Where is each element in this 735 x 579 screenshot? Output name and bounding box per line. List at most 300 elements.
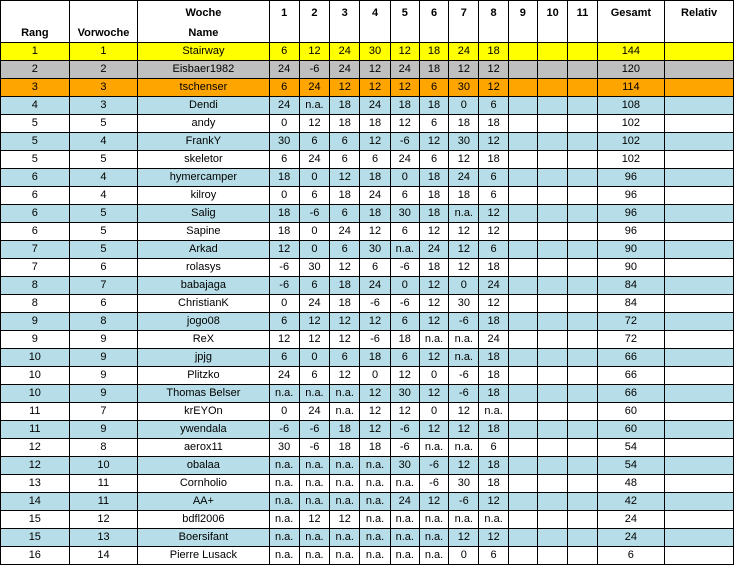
week-9-score-cell (508, 43, 537, 61)
week-2-score-cell: n.a. (299, 529, 329, 547)
week-10-score-cell (538, 61, 568, 79)
table-row (1, 457, 734, 475)
total-cell: 96 (597, 223, 665, 241)
week-7-score-cell: 18 (449, 187, 479, 205)
name-cell: jogo08 (138, 313, 269, 331)
previous-week-cell: 9 (69, 349, 138, 367)
table-row (1, 115, 734, 133)
week-8-score-cell: 12 (479, 223, 508, 241)
week-4-score-cell: n.a. (360, 529, 390, 547)
week-8-score-cell: 6 (479, 547, 508, 565)
week-8-score-cell: 18 (479, 421, 508, 439)
week-11-score-cell (568, 61, 597, 79)
week-5-score-cell: -6 (390, 421, 419, 439)
name-cell: Dendi (138, 97, 269, 115)
relative-cell (665, 97, 734, 115)
week-7-score-cell: 0 (449, 547, 479, 565)
relative-cell (665, 277, 734, 295)
rank-cell: 11 (1, 421, 70, 439)
week-2-score-cell: 30 (299, 259, 329, 277)
week-11-score-cell (568, 349, 597, 367)
header-blank-cell (479, 25, 508, 43)
week-4-score-cell: 6 (360, 259, 390, 277)
previous-week-cell: 9 (69, 331, 138, 349)
table-row (1, 295, 734, 313)
week-8-score-cell: 18 (479, 43, 508, 61)
rank-cell: 10 (1, 349, 70, 367)
week-6-score-cell: n.a. (419, 547, 448, 565)
previous-week-cell: 4 (69, 169, 138, 187)
name-cell: Arkad (138, 241, 269, 259)
week-9-score-cell (508, 457, 537, 475)
week-10-score-cell (538, 313, 568, 331)
week-3-score-cell: 6 (330, 151, 360, 169)
header-week-8: 8 (479, 1, 508, 26)
relative-cell (665, 331, 734, 349)
week-4-score-cell: 12 (360, 133, 390, 151)
week-1-score-cell: 12 (269, 331, 299, 349)
header-woche-label: Woche (138, 1, 269, 26)
week-11-score-cell (568, 313, 597, 331)
week-3-score-cell: n.a. (330, 493, 360, 511)
name-cell: rolasys (138, 259, 269, 277)
week-8-score-cell: 18 (479, 313, 508, 331)
week-4-score-cell: 24 (360, 187, 390, 205)
rank-cell: 10 (1, 385, 70, 403)
week-4-score-cell: 12 (360, 421, 390, 439)
total-cell: 96 (597, 187, 665, 205)
week-3-score-cell: 12 (330, 259, 360, 277)
week-10-score-cell (538, 529, 568, 547)
week-6-score-cell: 24 (419, 241, 448, 259)
week-7-score-cell: n.a. (449, 331, 479, 349)
week-11-score-cell (568, 223, 597, 241)
relative-cell (665, 205, 734, 223)
week-10-score-cell (538, 331, 568, 349)
week-7-score-cell: 12 (449, 529, 479, 547)
week-8-score-cell: 18 (479, 367, 508, 385)
week-6-score-cell: 12 (419, 223, 448, 241)
week-6-score-cell: 18 (419, 97, 448, 115)
week-6-score-cell: 12 (419, 295, 448, 313)
week-6-score-cell: -6 (419, 475, 448, 493)
relative-cell (665, 475, 734, 493)
week-6-score-cell: 18 (419, 205, 448, 223)
table-row (1, 511, 734, 529)
week-5-score-cell: 0 (390, 277, 419, 295)
previous-week-cell: 10 (69, 457, 138, 475)
week-5-score-cell: 6 (390, 187, 419, 205)
name-cell: hymercamper (138, 169, 269, 187)
week-3-score-cell: n.a. (330, 475, 360, 493)
name-cell: skeletor (138, 151, 269, 169)
relative-cell (665, 241, 734, 259)
name-cell: Salig (138, 205, 269, 223)
week-3-score-cell: 6 (330, 133, 360, 151)
header-blank-cell (69, 1, 138, 26)
relative-cell (665, 187, 734, 205)
header-vorwoche: Vorwoche (69, 25, 138, 43)
previous-week-cell: 2 (69, 61, 138, 79)
previous-week-cell: 5 (69, 115, 138, 133)
total-cell: 84 (597, 277, 665, 295)
week-10-score-cell (538, 43, 568, 61)
header-week-5: 5 (390, 1, 419, 26)
name-cell: ReX (138, 331, 269, 349)
week-7-score-cell: 12 (449, 151, 479, 169)
week-9-score-cell (508, 421, 537, 439)
week-8-score-cell: 12 (479, 133, 508, 151)
week-6-score-cell: 18 (419, 43, 448, 61)
week-2-score-cell: 0 (299, 241, 329, 259)
table-row (1, 259, 734, 277)
header-week-6: 6 (419, 1, 448, 26)
week-6-score-cell: 12 (419, 277, 448, 295)
week-1-score-cell: 30 (269, 439, 299, 457)
week-1-score-cell: 0 (269, 295, 299, 313)
previous-week-cell: 6 (69, 295, 138, 313)
previous-week-cell: 9 (69, 421, 138, 439)
week-1-score-cell: 6 (269, 43, 299, 61)
week-8-score-cell: 12 (479, 493, 508, 511)
week-7-score-cell: 18 (449, 115, 479, 133)
week-3-score-cell: 12 (330, 511, 360, 529)
week-10-score-cell (538, 115, 568, 133)
week-1-score-cell: -6 (269, 277, 299, 295)
week-8-score-cell: 12 (479, 79, 508, 97)
week-7-score-cell: 30 (449, 295, 479, 313)
rank-cell: 5 (1, 133, 70, 151)
week-1-score-cell: n.a. (269, 385, 299, 403)
relative-cell (665, 61, 734, 79)
relative-cell (665, 385, 734, 403)
week-4-score-cell: -6 (360, 295, 390, 313)
week-2-score-cell: 6 (299, 187, 329, 205)
week-2-score-cell: 24 (299, 79, 329, 97)
week-11-score-cell (568, 385, 597, 403)
previous-week-cell: 8 (69, 439, 138, 457)
week-4-score-cell: n.a. (360, 493, 390, 511)
week-10-score-cell (538, 259, 568, 277)
week-10-score-cell (538, 511, 568, 529)
header-blank-cell (390, 25, 419, 43)
name-cell: FrankY (138, 133, 269, 151)
week-9-score-cell (508, 439, 537, 457)
week-4-score-cell: 30 (360, 43, 390, 61)
previous-week-cell: 11 (69, 475, 138, 493)
week-5-score-cell: 12 (390, 403, 419, 421)
week-6-score-cell: 12 (419, 385, 448, 403)
week-10-score-cell (538, 133, 568, 151)
total-cell: 60 (597, 403, 665, 421)
week-8-score-cell: 6 (479, 187, 508, 205)
week-3-score-cell: 24 (330, 43, 360, 61)
week-6-score-cell: n.a. (419, 331, 448, 349)
total-cell: 144 (597, 43, 665, 61)
relative-cell (665, 115, 734, 133)
week-6-score-cell: 18 (419, 61, 448, 79)
name-cell: Eisbaer1982 (138, 61, 269, 79)
week-9-score-cell (508, 493, 537, 511)
week-2-score-cell: 24 (299, 151, 329, 169)
week-5-score-cell: 12 (390, 115, 419, 133)
week-7-score-cell: 0 (449, 277, 479, 295)
name-cell: ywendala (138, 421, 269, 439)
week-8-score-cell: 12 (479, 295, 508, 313)
previous-week-cell: 7 (69, 277, 138, 295)
week-3-score-cell: 6 (330, 349, 360, 367)
total-cell: 54 (597, 439, 665, 457)
week-4-score-cell: 18 (360, 115, 390, 133)
previous-week-cell: 9 (69, 385, 138, 403)
week-11-score-cell (568, 43, 597, 61)
rank-cell: 9 (1, 313, 70, 331)
previous-week-cell: 9 (69, 367, 138, 385)
table-row (1, 169, 734, 187)
week-3-score-cell: 18 (330, 421, 360, 439)
week-1-score-cell: 6 (269, 349, 299, 367)
total-cell: 24 (597, 529, 665, 547)
relative-cell (665, 43, 734, 61)
previous-week-cell: 5 (69, 223, 138, 241)
week-5-score-cell: 12 (390, 79, 419, 97)
total-cell: 66 (597, 367, 665, 385)
header-blank-cell (597, 25, 665, 43)
rank-cell: 10 (1, 367, 70, 385)
week-3-score-cell: 12 (330, 313, 360, 331)
total-cell: 6 (597, 547, 665, 565)
total-cell: 84 (597, 295, 665, 313)
week-8-score-cell: 6 (479, 169, 508, 187)
header-gesamt: Gesamt (597, 1, 665, 26)
week-6-score-cell: 12 (419, 349, 448, 367)
week-6-score-cell: 0 (419, 367, 448, 385)
week-8-score-cell: 18 (479, 457, 508, 475)
week-5-score-cell: n.a. (390, 241, 419, 259)
relative-cell (665, 457, 734, 475)
relative-cell (665, 223, 734, 241)
header-week-9: 9 (508, 1, 537, 26)
week-3-score-cell: 12 (330, 79, 360, 97)
week-9-score-cell (508, 115, 537, 133)
week-3-score-cell: n.a. (330, 547, 360, 565)
week-9-score-cell (508, 511, 537, 529)
week-7-score-cell: -6 (449, 385, 479, 403)
header-blank-cell (449, 25, 479, 43)
week-9-score-cell (508, 259, 537, 277)
week-5-score-cell: 18 (390, 97, 419, 115)
week-8-score-cell: 18 (479, 115, 508, 133)
week-8-score-cell: 12 (479, 61, 508, 79)
week-4-score-cell: 18 (360, 439, 390, 457)
week-9-score-cell (508, 295, 537, 313)
table-row (1, 403, 734, 421)
week-7-score-cell: 24 (449, 43, 479, 61)
header-blank-cell (330, 25, 360, 43)
header-week-10: 10 (538, 1, 568, 26)
week-7-score-cell: 30 (449, 475, 479, 493)
name-cell: Boersifant (138, 529, 269, 547)
previous-week-cell: 5 (69, 151, 138, 169)
week-8-score-cell: 24 (479, 331, 508, 349)
week-5-score-cell: 18 (390, 331, 419, 349)
week-1-score-cell: 6 (269, 313, 299, 331)
week-2-score-cell: 24 (299, 295, 329, 313)
week-6-score-cell: -6 (419, 457, 448, 475)
week-10-score-cell (538, 493, 568, 511)
total-cell: 72 (597, 331, 665, 349)
week-2-score-cell: n.a. (299, 493, 329, 511)
total-cell: 42 (597, 493, 665, 511)
week-8-score-cell: 18 (479, 385, 508, 403)
week-11-score-cell (568, 439, 597, 457)
week-2-score-cell: n.a. (299, 457, 329, 475)
week-2-score-cell: 6 (299, 277, 329, 295)
week-8-score-cell: 12 (479, 205, 508, 223)
relative-cell (665, 547, 734, 565)
week-9-score-cell (508, 169, 537, 187)
week-4-score-cell: 12 (360, 385, 390, 403)
week-9-score-cell (508, 529, 537, 547)
name-cell: AA+ (138, 493, 269, 511)
total-cell: 120 (597, 61, 665, 79)
table-row (1, 277, 734, 295)
week-4-score-cell: n.a. (360, 547, 390, 565)
table-row (1, 475, 734, 493)
week-7-score-cell: n.a. (449, 511, 479, 529)
week-7-score-cell: 24 (449, 169, 479, 187)
rank-cell: 8 (1, 295, 70, 313)
week-11-score-cell (568, 493, 597, 511)
table-row (1, 493, 734, 511)
table-row (1, 187, 734, 205)
week-10-score-cell (538, 439, 568, 457)
week-7-score-cell: -6 (449, 313, 479, 331)
week-2-score-cell: 6 (299, 367, 329, 385)
total-cell: 24 (597, 511, 665, 529)
week-3-score-cell: 18 (330, 277, 360, 295)
table-row (1, 133, 734, 151)
week-1-score-cell: 24 (269, 97, 299, 115)
rank-cell: 6 (1, 187, 70, 205)
week-1-score-cell: 0 (269, 115, 299, 133)
week-8-score-cell: 6 (479, 241, 508, 259)
week-1-score-cell: n.a. (269, 493, 299, 511)
week-9-score-cell (508, 349, 537, 367)
total-cell: 66 (597, 349, 665, 367)
relative-cell (665, 421, 734, 439)
week-5-score-cell: 24 (390, 151, 419, 169)
week-3-score-cell: 6 (330, 241, 360, 259)
week-4-score-cell: 12 (360, 403, 390, 421)
week-2-score-cell: n.a. (299, 475, 329, 493)
table-row (1, 547, 734, 565)
week-8-score-cell: 24 (479, 277, 508, 295)
week-6-score-cell: 6 (419, 79, 448, 97)
week-11-score-cell (568, 97, 597, 115)
week-10-score-cell (538, 295, 568, 313)
week-4-score-cell: 12 (360, 223, 390, 241)
rank-cell: 4 (1, 97, 70, 115)
rank-cell: 6 (1, 169, 70, 187)
week-2-score-cell: -6 (299, 61, 329, 79)
week-9-score-cell (508, 277, 537, 295)
week-11-score-cell (568, 241, 597, 259)
week-1-score-cell: 0 (269, 187, 299, 205)
week-10-score-cell (538, 403, 568, 421)
header-blank-cell (360, 25, 390, 43)
table-row (1, 151, 734, 169)
week-8-score-cell: n.a. (479, 403, 508, 421)
total-cell: 90 (597, 241, 665, 259)
previous-week-cell: 4 (69, 187, 138, 205)
previous-week-cell: 5 (69, 205, 138, 223)
week-10-score-cell (538, 151, 568, 169)
week-6-score-cell: 12 (419, 133, 448, 151)
week-9-score-cell (508, 403, 537, 421)
rank-cell: 12 (1, 457, 70, 475)
week-11-score-cell (568, 151, 597, 169)
week-11-score-cell (568, 259, 597, 277)
header-row-week (1, 1, 734, 26)
week-2-score-cell: 12 (299, 313, 329, 331)
relative-cell (665, 511, 734, 529)
week-8-score-cell: 18 (479, 349, 508, 367)
week-4-score-cell: 12 (360, 79, 390, 97)
week-9-score-cell (508, 241, 537, 259)
week-2-score-cell: 24 (299, 403, 329, 421)
week-7-score-cell: 12 (449, 421, 479, 439)
week-2-score-cell: n.a. (299, 97, 329, 115)
week-2-score-cell: -6 (299, 439, 329, 457)
name-cell: Thomas Belser (138, 385, 269, 403)
week-11-score-cell (568, 475, 597, 493)
week-1-score-cell: 18 (269, 205, 299, 223)
week-4-score-cell: 6 (360, 151, 390, 169)
total-cell: 48 (597, 475, 665, 493)
table-row (1, 43, 734, 61)
header-blank-cell (419, 25, 448, 43)
relative-cell (665, 529, 734, 547)
header-week-2: 2 (299, 1, 329, 26)
week-4-score-cell: n.a. (360, 511, 390, 529)
rank-cell: 6 (1, 205, 70, 223)
name-cell: babajaga (138, 277, 269, 295)
previous-week-cell: 12 (69, 511, 138, 529)
week-4-score-cell: 30 (360, 241, 390, 259)
week-3-score-cell: 18 (330, 97, 360, 115)
header-blank-cell (538, 25, 568, 43)
week-7-score-cell: 12 (449, 403, 479, 421)
week-6-score-cell: 18 (419, 187, 448, 205)
week-7-score-cell: 0 (449, 97, 479, 115)
week-11-score-cell (568, 79, 597, 97)
week-11-score-cell (568, 187, 597, 205)
table-row (1, 205, 734, 223)
week-4-score-cell: 18 (360, 169, 390, 187)
rank-cell: 7 (1, 241, 70, 259)
week-9-score-cell (508, 79, 537, 97)
week-11-score-cell (568, 403, 597, 421)
week-7-score-cell: 12 (449, 259, 479, 277)
name-cell: Plitzko (138, 367, 269, 385)
table-row (1, 313, 734, 331)
week-5-score-cell: 6 (390, 313, 419, 331)
week-10-score-cell (538, 97, 568, 115)
week-3-score-cell: 18 (330, 295, 360, 313)
week-7-score-cell: 30 (449, 133, 479, 151)
previous-week-cell: 14 (69, 547, 138, 565)
